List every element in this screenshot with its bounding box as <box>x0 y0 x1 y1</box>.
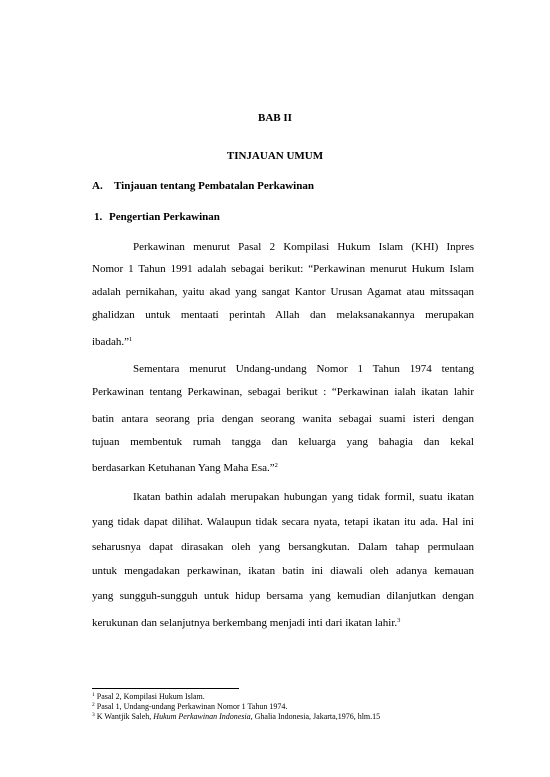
paragraph-3-line: Ikatan bathin adalah merupakan hubungan yang tidak formil, suatu ikatan <box>133 491 474 503</box>
footnote-2 <box>92 702 287 712</box>
footnote-text: , Ghalia Indonesia, Jakarta,1976, hlm.15 <box>250 712 381 721</box>
paragraph-3-line: untuk mengadakan perkawinan, ikatan batin ini diawali oleh adanya kemauan <box>92 565 474 577</box>
footnote-separator <box>92 688 239 689</box>
chapter-number: BAB II <box>258 112 292 124</box>
paragraph-1-line: Perkawinan menurut Pasal 2 Kompilasi Hukum Islam (KHI) Inpres <box>133 241 474 253</box>
paragraph-1-line: ghalidzan untuk mentaati perintah Allah dan melaksanakannya merupakan <box>92 309 474 321</box>
footnote-number: 1 <box>92 692 95 698</box>
subsection-1-title: Pengertian Perkawinan <box>109 211 220 223</box>
section-a-title: Tinjauan tentang Pembatalan Perkawinan <box>114 180 314 192</box>
section-a-number: A. <box>92 180 103 192</box>
paragraph-2-last-line <box>92 462 474 475</box>
subsection-1-number: 1. <box>94 211 103 223</box>
footnote-number: 3 <box>92 712 95 718</box>
footnote-ref-2[interactable]: 2 <box>274 462 278 469</box>
paragraph-1-line: ibadah.” <box>92 336 129 348</box>
paragraph-3-line: seharusnya dapat dirasakan oleh yang bersangkutan. Dalam tahap permulaan <box>92 541 474 553</box>
paragraph-2-line: tujuan membentuk rumah tangga dan keluarga yang bahagia dan kekal <box>92 436 474 448</box>
subsection-1-heading <box>94 211 220 224</box>
paragraph-3-line: yang tidak dapat dilihat. Walaupun tidak secara nyata, tetapi ikatan itu ada. Hal ini <box>92 516 474 528</box>
paragraph-3-last-line <box>92 617 474 630</box>
footnote-ref-3[interactable]: 3 <box>397 617 401 624</box>
chapter-title: TINJAUAN UMUM <box>226 150 324 162</box>
footnote-1 <box>92 692 205 702</box>
paragraph-1-line: Nomor 1 Tahun 1991 adalah sebagai berikut: “Perkawinan menurut Hukum Islam <box>92 263 474 275</box>
paragraph-2-line: berdasarkan Ketuhanan Yang Maha Esa.” <box>92 462 275 474</box>
footnote-text: Pasal 2, Kompilasi Hukum Islam. <box>96 692 205 701</box>
paragraph-1-last-line <box>92 336 474 349</box>
footnote-text: K Wantjik Saleh, <box>96 712 154 721</box>
book-title: Hukum Perkawinan Indonesia <box>153 712 251 721</box>
paragraph-2-line: batin antara seorang pria dengan seorang wanita sebagai suami isteri dengan <box>92 413 474 425</box>
paragraph-1-line: adalah pernikahan, yaitu akad yang sangat Kantor Urusan Agamat atau mitssaqan <box>92 286 474 298</box>
footnote-ref-1[interactable]: 1 <box>128 336 133 343</box>
footnote-text: Pasal 1, Undang-undang Perkawinan Nomor 1 Tahun 1974. <box>96 702 288 711</box>
footnote-3 <box>92 712 380 722</box>
paragraph-2-line: Perkawinan tentang Perkawinan, sebagai berikut : “Perkawinan ialah ikatan lahir <box>92 386 474 398</box>
paragraph-3-line: kerukunan dan selanjutnya berkembang menjadi inti dari ikatan lahir. <box>92 617 398 629</box>
paragraph-3-line: yang sungguh-sungguh untuk hidup bersama yang kemudian dilanjutkan dengan <box>92 590 474 602</box>
footnote-number: 2 <box>92 702 95 708</box>
section-a-heading <box>92 180 314 193</box>
paragraph-2-line: Sementara menurut Undang-undang Nomor 1 Tahun 1974 tentang <box>133 363 474 375</box>
